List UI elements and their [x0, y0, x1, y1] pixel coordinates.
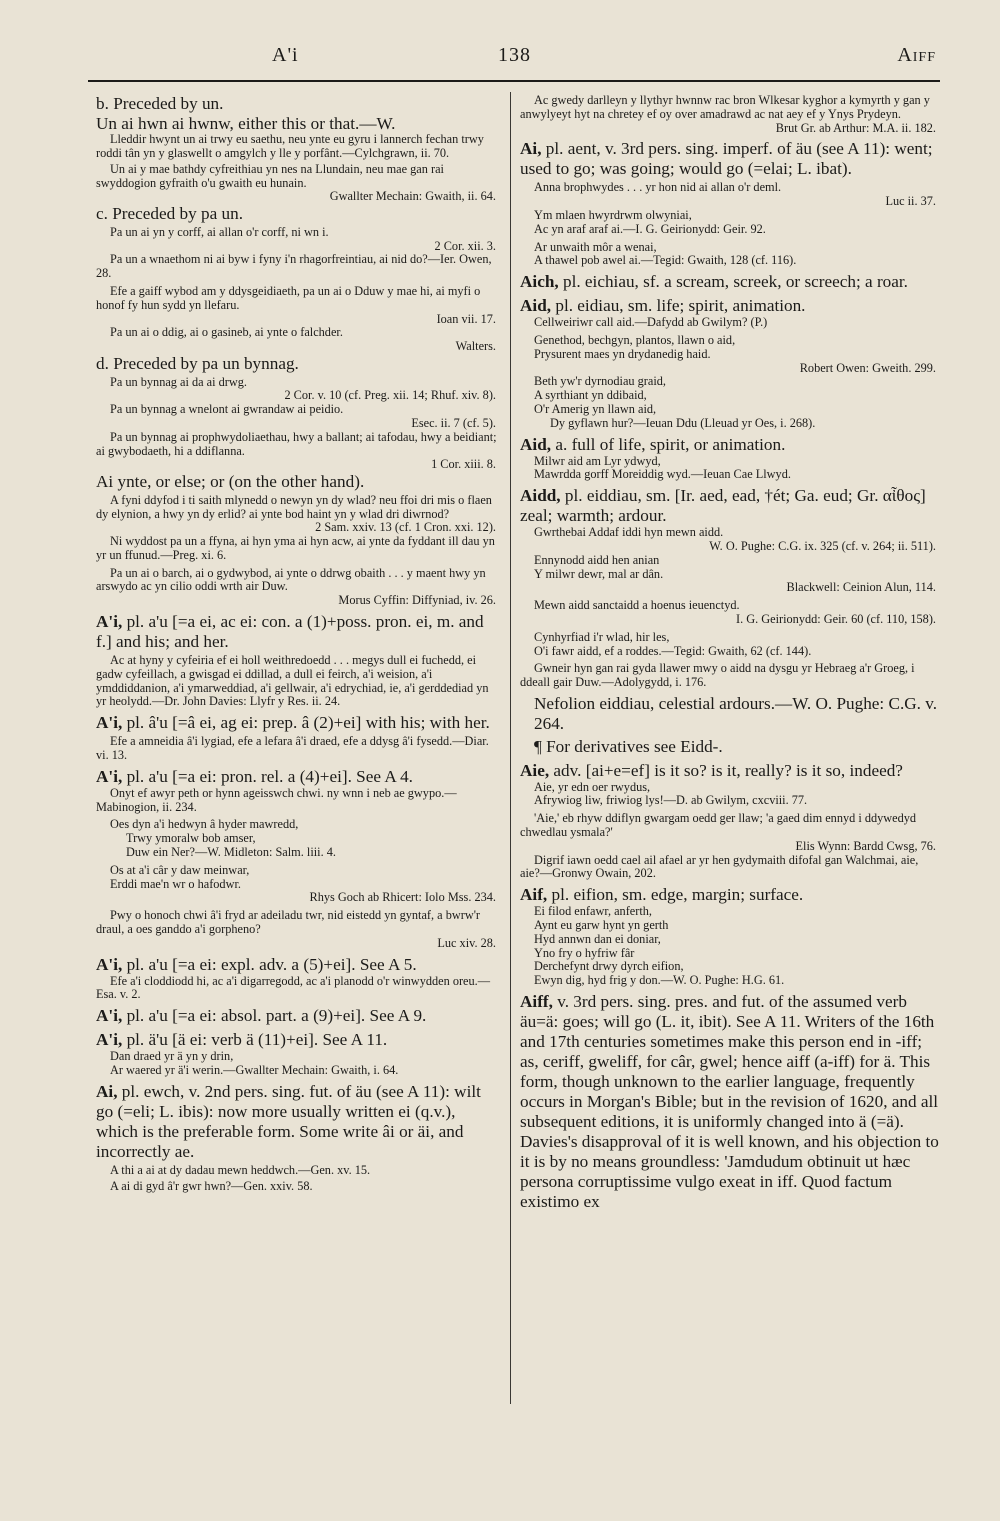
quotation-line: Prysurent maes yn drydanedig haid. — [534, 346, 711, 361]
quotation-line: Aie, yr edn oer rwydus, — [534, 779, 651, 794]
entry-definition: pl. eichiau, sf. a scream, screek, or screech; a roar. — [558, 272, 908, 292]
quotation-line: Ei filod enfawr, anferth, — [534, 904, 652, 919]
subsense-heading: ¶ For derivatives see Eidd-. — [534, 737, 723, 757]
quotation-line: Lleddir hwynt un ai trwy eu saethu, neu ynte eu gyru i lannerch fechan trwy roddi tân yn y glaswellt o amgylch y lle y porfânt.—Cylchgrawn, ii. 70. — [96, 132, 484, 160]
quotation-line: Mawrdda gorff Moreiddig wyd.—Ieuan Cae Llwyd. — [534, 467, 791, 482]
entry-definition: pl. aent, v. 3rd pers. sing. imperf. of äu (see A 11): went; used to go; was going; would go (=elai; L. ibat). — [520, 139, 933, 179]
dictionary-entry — [96, 612, 500, 652]
quotation-line: Duw ein Ner?—W. Midleton: Salm. liii. 4. — [126, 845, 336, 860]
entry-headword: A'i, — [96, 1030, 123, 1050]
quotation-line: A thawel pob awel ai.—Tegid: Gwaith, 128 (cf. 116). — [534, 253, 797, 268]
quotation-line: Pa un ai o barch, ai o gydwybod, ai ynte o ddrwg obaith . . . y maent hwy yn arswydo ac yn cilio oddi wrth air Duw. — [96, 565, 486, 594]
header-rule — [88, 80, 940, 82]
citation: Blackwell: Ceinion Alun, 114. — [786, 580, 936, 595]
quotation-line: A thi a ai at dy dadau mewn heddwch.—Gen. xv. 15. — [110, 1162, 371, 1177]
entry-headword: Ai, — [96, 1081, 118, 1101]
quotation-line: A ai di gyd â'r gwr hwn?—Gen. xxiv. 58. — [110, 1178, 313, 1193]
quotation-line: Gwneir hyn gan rai gyda llawer mwy o aidd na dysgu yr Hebraeg a'r Groeg, i ddeall gair Duw.—Adolygydd, i. 176. — [520, 661, 915, 690]
quotation-line: Efe a amneidia â'i lygiad, efe a lefara â'i draed, efe a ddysg â'i fysedd.—Diar. vi. 13. — [96, 734, 489, 763]
column-divider — [510, 92, 511, 1404]
dictionary-entry — [520, 761, 940, 781]
dictionary-entry — [520, 296, 940, 316]
quotation-line: Ac at hyny y cyfeiria ef ei holl weithredoedd . . . megys dull ei fuchedd, ei gadw cyfeillach, a gwisgad ei ddillad, a dull ei feirch, a'i weision, a'i ymddiddanion, a'i ymarweddiad, a'i gellwair, a'i edrychiad, ie, a'i gerddediad yn yr heolydd.—Dr. John Davies: Llyfr y Res. ii. 24. — [96, 653, 489, 709]
quotation-line: Y milwr dewr, mal ar dân. — [534, 566, 664, 581]
quotation-line: Milwr aid am Lyr ydwyd, — [534, 453, 661, 468]
quotation-line: Pa un bynnag ai prophwydoliaethau, hwy a ballant; ai tafodau, hwy a beidiant; ai gwybodaeth, hi a ddiflanna. — [96, 429, 497, 458]
quotation-line: Hyd annwn dan ei doniar, — [534, 931, 661, 946]
citation: Gwallter Mechain: Gwaith, ii. 64. — [329, 189, 496, 204]
quotation-line: Gwrthebai Addaf iddi hyn mewn aidd. — [534, 525, 724, 540]
quotation-line: Genethod, bechgyn, plantos, llawn o aid, — [534, 332, 736, 347]
quotation-line: O'r Amerig yn llawn aid, — [534, 401, 657, 416]
quotation-line: Mewn aidd sanctaidd a hoenus ieuenctyd. — [534, 598, 740, 613]
entry-headword: Aid, — [520, 296, 552, 316]
entry-headword: Aid, — [520, 434, 552, 454]
citation: 2 Cor. xii. 3. — [434, 238, 496, 253]
dictionary-entry — [520, 992, 940, 1212]
dictionary-entry — [520, 885, 940, 905]
quotation-line: Pwy o honoch chwi â'i fryd ar adeiladu twr, nid eistedd yn gyntaf, a bwrw'r draul, a oes ganddo a'i gorpheno? — [96, 908, 481, 937]
subsense-heading: d. Preceded by pa un bynnag. — [96, 353, 299, 373]
header-left: A'i — [272, 44, 299, 66]
quotation-line: A fyni ddyfod i ti saith mlynedd o newyn yn dy wlad? neu ffoi dri mis o flaen dy elynion, a hwy yn dy erlid? ai ynte bod haint yn y wlad dri diwrnod? — [96, 492, 492, 521]
entry-definition: pl. ä'u [ä ei: verb ä (11)+ei]. See A 11. — [122, 1030, 388, 1050]
quotation-line: Efe a'i cloddiodd hi, ac a'i digarregodd, ac a'i planodd o'r winwydden oreu.—Esa. v. 2. — [96, 973, 491, 1002]
entry-definition: pl. a'u [=a ei, ac ei: con. a (1)+poss. pron. ei, m. and f.] and his; and her. — [96, 612, 484, 652]
citation: Esec. ii. 7 (cf. 5). — [411, 415, 496, 430]
quotation-line: 'Aie,' eb rhyw ddiflyn gwargam oedd ger llaw; 'a gaed dim ennyd i ddywedyd chwedlau ysmala?' — [520, 811, 917, 840]
quotation-line: Ym mlaen hwyrdrwm olwyniai, — [534, 207, 692, 222]
quotation-line: Pa un ai yn y corff, ai allan o'r corff, ni wn i. — [110, 224, 329, 239]
entry-definition: pl. eiddiau, sm. [Ir. aed, ead, †ét; Ga. eud; Gr. αἶθος] zeal; warmth; ardour. — [520, 486, 926, 526]
entry-definition: pl. â'u [=â ei, ag ei: prep. â (2)+ei] with his; with her. — [122, 713, 490, 733]
quotation-line: Ac yn araf araf ai.—I. G. Geirionydd: Geir. 92. — [534, 221, 766, 236]
citation: 1 Cor. xiii. 8. — [431, 457, 496, 472]
quotation-line: Pa un ai o ddig, ai o gasineb, ai ynte o falchder. — [110, 325, 343, 340]
header-right: Aiff — [897, 44, 936, 66]
entry-headword: A'i, — [96, 713, 123, 733]
quotation-line: A syrthiant yn ddibaid, — [534, 388, 647, 403]
quotation-line: Dy gyflawn hur?—Ieuan Ddu (Lleuad yr Oes, i. 268). — [550, 415, 816, 430]
quotation-line: Ar unwaith môr a wenai, — [534, 239, 657, 254]
entry-headword: A'i, — [96, 1006, 123, 1026]
quotation-line: Ni wyddost pa un a ffyna, ai hyn yma ai hyn acw, ai ynte da fyddant ill dau yn yr un ffunud.—Preg. xi. 6. — [96, 534, 495, 562]
entry-definition: v. 3rd pers. sing. pres. and fut. of the assumed verb äu=ä: goes; will go (L. it, ibit). See A 11. Writers of the 16th and 17th centuries sometimes make this person end in -iff; as, ceriff, gweliff, for câr, gwel; hence aiff (a-iff) for ä. This form, though unknown to the earlier language, frequently occurs in Morgan's Bible; but in the revision of 1620, and all subsequent editions, it is uniformly changed into ä (=ä). Davies's disapproval of it is well known, and his objection to it is by no means groundless: 'Jamdudum obtinuit ut hæc persona corruptissime vulgo exeat in iff. Quod factum existimo ex — [520, 992, 939, 1212]
quotation-line: Un ai y mae bathdy cyfreithiau yn nes na Llundain, neu mae gan rai swyddogion gyfraith o'u gwaith eu hunain. — [96, 161, 444, 190]
quotation-line: Cellweiriwr call aid.—Dafydd ab Gwilym? (P.) — [534, 315, 768, 330]
entry-definition: pl. ewch, v. 2nd pers. sing. fut. of äu (see A 11): wilt go (=eli; L. ibis): now more usually written ei (q.v.), which is the preferable form. Some write âi or äi, and incorrectly ae. — [96, 1081, 481, 1161]
entry-headword: A'i, — [96, 612, 123, 632]
citation: Rhys Goch ab Rhicert: Iolo Mss. 234. — [309, 890, 496, 905]
quotation-line: Pa un bynnag ai da ai drwg. — [110, 374, 247, 389]
citation: Luc ii. 37. — [885, 194, 936, 209]
entry-headword: Aiff, — [520, 992, 553, 1012]
entry-headword: A'i, — [96, 954, 123, 974]
quotation-line: O'i fawr aidd, ef a roddes.—Tegid: Gwaith, 62 (cf. 144). — [534, 643, 812, 658]
quotation-line: Dan draed yr ä yn y drin, — [110, 1049, 234, 1064]
dictionary-entry — [520, 272, 940, 292]
quotation-line: Ennynodd aidd hen anian — [534, 552, 660, 567]
entry-headword: Aif, — [520, 885, 548, 905]
citation: Morus Cyffin: Diffyniad, iv. 26. — [338, 593, 496, 608]
quotation-line: Oes dyn a'i hedwyn â hyder mawredd, — [110, 817, 299, 832]
quotation-line: Ewyn dig, hyd frig y don.—W. O. Pughe: H.G. 61. — [534, 973, 785, 988]
dictionary-entry — [96, 767, 500, 787]
dictionary-entry — [96, 713, 500, 733]
citation: Walters. — [455, 339, 496, 354]
entry-definition: a. full of life, spirit, or animation. — [551, 434, 786, 454]
entry-headword: Aie, — [520, 760, 550, 780]
quotation-line: Afrywiog liw, friwiog lys!—D. ab Gwilym, cxcviii. 77. — [534, 793, 808, 808]
subsense-heading: c. Preceded by pa un. — [96, 204, 243, 224]
left-column — [96, 94, 500, 1193]
dictionary-entry — [96, 1006, 500, 1026]
subsense-heading: Nefolion eiddiau, celestial ardours.—W. O. Pughe: C.G. v. 264. — [534, 693, 938, 733]
entry-headword: A'i, — [96, 766, 123, 786]
dictionary-entry — [96, 1030, 500, 1050]
dictionary-entry — [96, 1082, 500, 1162]
entry-definition: pl. eidiau, sm. life; spirit, animation. — [551, 296, 806, 316]
dictionary-entry — [520, 139, 940, 179]
quotation-line: Ar waered yr ä'i werin.—Gwallter Mechain: Gwaith, i. 64. — [110, 1063, 399, 1078]
quotation-line: Trwy ymoralw bob amser, — [126, 831, 256, 846]
quotation-line: Yno fry o hyfriw fâr — [534, 945, 635, 960]
quotation-line: Os at a'i câr y daw meinwar, — [110, 862, 250, 877]
quotation-line: Erddi mae'n wr o hafodwr. — [110, 876, 241, 891]
quotation-line: Derchefynt drwy dyrch eifion, — [534, 959, 684, 974]
quotation-line: Pa un bynnag a wnelont ai gwrandaw ai peidio. — [110, 402, 344, 417]
citation: W. O. Pughe: C.G. ix. 325 (cf. v. 264; ii. 511). — [709, 538, 936, 553]
quotation-line: Beth yw'r dyrnodiau graid, — [534, 374, 666, 389]
subsense-heading: Ai ynte, or else; or (on the other hand). — [96, 472, 365, 492]
quotation-line: Ac gwedy darlleyn y llythyr hwnnw rac bron Wlkesar kyghor a kymyrth y gan y anwylyeyt hyt na chretey ef oy over amadrawd ac nat aey ef y Ynys Prydeyn. — [520, 93, 930, 121]
citation: Robert Owen: Gweith. 299. — [799, 360, 936, 375]
entry-headword: Ai, — [520, 139, 542, 159]
dictionary-entry — [520, 486, 940, 526]
citation: Elis Wynn: Bardd Cwsg, 76. — [795, 838, 936, 853]
quotation-line: Digrif iawn oedd cael ail afael ar yr hen gydymaith difofal gan Walchmai, aie, aie?—Gronwy Owain, 202. — [520, 852, 919, 881]
quotation-line: Efe a gaiff wybod am y ddysgeidiaeth, pa un ai o Dduw y mae hi, ai myfi o honof fy hun sydd yn llefaru. — [96, 283, 481, 312]
dictionary-entry — [96, 955, 500, 975]
running-header — [88, 44, 940, 78]
entry-headword: Aich, — [520, 272, 559, 292]
citation: Luc xiv. 28. — [437, 935, 496, 950]
quotation-line: Onyt ef awyr peth or hynn ageisswch chwi. ny wnn i neb ae gwypo.—Mabinogion, ii. 234. — [96, 785, 457, 814]
citation: Ioan vii. 17. — [436, 311, 496, 326]
entry-headword: Aidd, — [520, 486, 561, 506]
quotation-line: Aynt eu garw hynt yn gerth — [534, 918, 669, 933]
entry-definition: pl. a'u [=a ei: absol. part. a (9)+ei]. See A 9. — [122, 1006, 427, 1026]
citation: 2 Cor. v. 10 (cf. Preg. xii. 14; Rhuf. xiv. 8). — [284, 388, 496, 403]
entry-definition: pl. eifion, sm. edge, margin; surface. — [547, 885, 804, 905]
citation: 2 Sam. xxiv. 13 (cf. 1 Cron. xxi. 12). — [315, 520, 496, 535]
dictionary-entry — [520, 435, 940, 455]
quotation-line: Anna brophwydes . . . yr hon nid ai allan o'r deml. — [534, 180, 782, 195]
quotation-line: Pa un a wnaethom ni ai byw i fyny i'n rhagorfreintiau, ai nid do?—Ier. Owen, 28. — [96, 252, 492, 281]
citation: I. G. Geirionydd: Geir. 60 (cf. 110, 158). — [735, 611, 936, 626]
page-number: 138 — [498, 44, 531, 66]
right-column — [520, 94, 940, 1212]
entry-definition: adv. [ai+e=ef] is it so? is it, really? is it so, indeed? — [549, 760, 903, 780]
quotation-line: Cynhyrfiad i'r wlad, hir les, — [534, 629, 670, 644]
subsense-heading: Un ai hwn ai hwnw, either this or that.—W. — [96, 113, 396, 133]
entry-definition: pl. a'u [=a ei: pron. rel. a (4)+ei]. See A 4. — [122, 766, 413, 786]
citation: Brut Gr. ab Arthur: M.A. ii. 182. — [775, 120, 936, 135]
entry-definition: pl. a'u [=a ei: expl. adv. a (5)+ei]. See A 5. — [122, 954, 417, 974]
subsense-heading: b. Preceded by un. — [96, 94, 224, 113]
